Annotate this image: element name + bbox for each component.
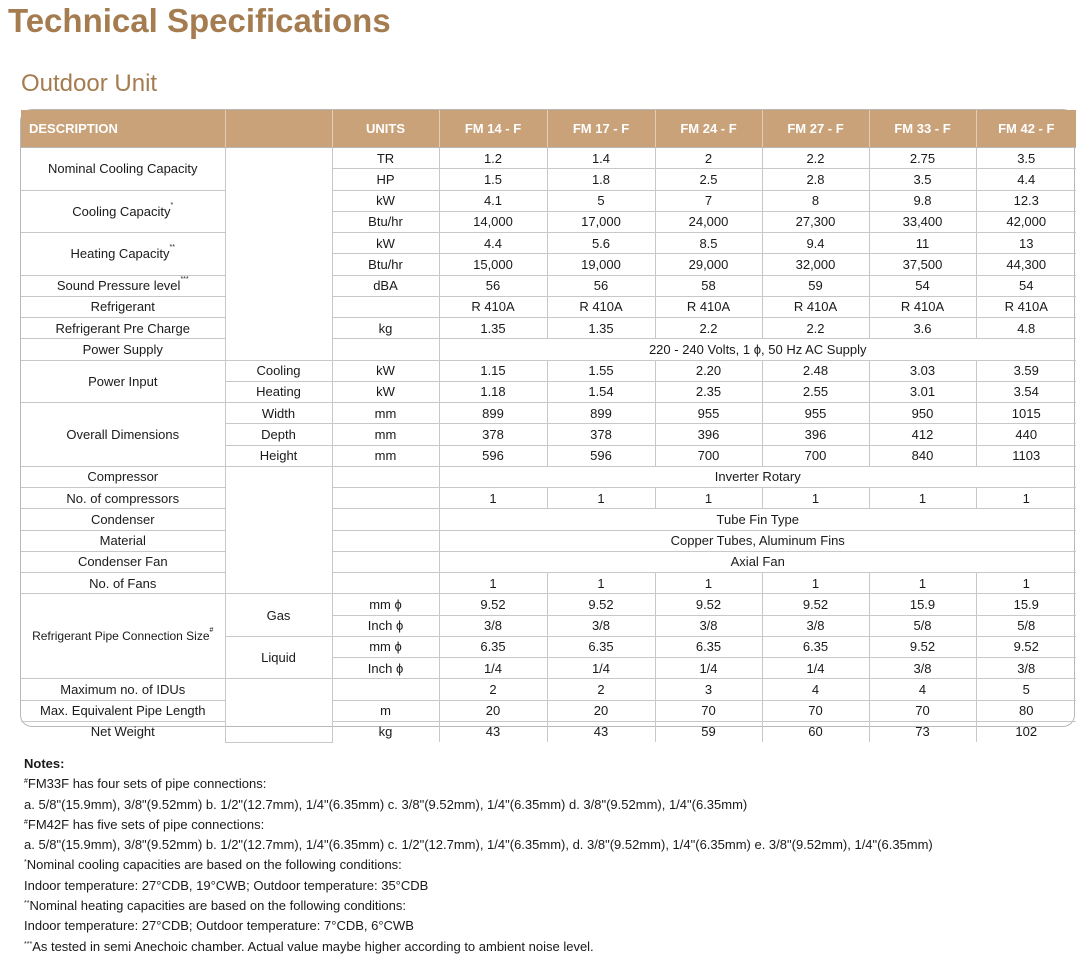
row-description-text: Overall Dimensions	[66, 426, 180, 442]
row-value: 43	[547, 721, 655, 742]
row-value: 5/8	[869, 615, 976, 636]
row-value: 2.35	[655, 381, 762, 402]
table-row	[21, 551, 1076, 572]
note-line	[24, 876, 1074, 896]
row-description	[21, 403, 225, 467]
row-sublabel: Liquid	[225, 636, 332, 679]
row-value: 54	[869, 275, 976, 296]
row-unit	[332, 339, 439, 360]
note-text: FM33F has four sets of pipe connections:	[27, 776, 267, 792]
spec-table-body	[21, 110, 1076, 742]
row-unit	[332, 509, 439, 530]
row-value: 2.20	[655, 360, 762, 381]
header-model: FM 24 - F	[655, 110, 762, 148]
row-description-text: Cooling Capacity	[72, 203, 171, 219]
row-unit	[332, 296, 439, 317]
row-description-text: Material	[99, 533, 146, 549]
table-row	[21, 530, 1076, 551]
table-row	[21, 148, 1076, 169]
row-description	[21, 573, 225, 594]
row-sublabel: Depth	[225, 424, 332, 445]
row-value: 17,000	[547, 211, 655, 232]
row-value: 1.54	[547, 381, 655, 402]
row-value: 9.52	[439, 594, 547, 615]
row-value: 700	[655, 445, 762, 466]
row-value: 4.4	[439, 233, 547, 254]
footnote-mark: #	[209, 627, 214, 635]
footnote-mark: **	[24, 900, 30, 908]
row-value: 9.52	[655, 594, 762, 615]
row-unit: mm ϕ	[332, 636, 439, 657]
row-value: 19,000	[547, 254, 655, 275]
row-description-text: Power Supply	[82, 341, 163, 357]
row-description-text: Net Weight	[90, 724, 155, 740]
row-value: 700	[762, 445, 869, 466]
row-unit	[332, 488, 439, 509]
note-text: As tested in semi Anechoic chamber. Actual value maybe higher according to ambient noise level.	[32, 938, 594, 954]
note-line	[24, 937, 1074, 957]
row-value: 6.35	[439, 636, 547, 657]
row-value: 1103	[976, 445, 1076, 466]
row-value: 1	[655, 573, 762, 594]
row-description-text: Power Input	[88, 373, 158, 389]
row-value: 1.2	[439, 148, 547, 169]
row-value: 4.1	[439, 190, 547, 211]
spec-table-container	[20, 109, 1075, 740]
row-value-merged: Copper Tubes, Aluminum Fins	[439, 530, 1076, 551]
row-description-text: No. of Fans	[89, 575, 157, 591]
row-value: 4	[762, 679, 869, 700]
row-value: 1	[869, 488, 976, 509]
row-description-text: Refrigerant	[90, 299, 155, 315]
row-description-text: Heating Capacity	[70, 246, 170, 262]
header-model: FM 14 - F	[439, 110, 547, 148]
table-row	[21, 700, 1076, 721]
row-value: 3/8	[547, 615, 655, 636]
row-value: 7	[655, 190, 762, 211]
row-value: 1	[547, 488, 655, 509]
row-unit	[332, 679, 439, 700]
table-row	[21, 296, 1076, 317]
row-value: 20	[547, 700, 655, 721]
table-row	[21, 488, 1076, 509]
row-value: 1	[762, 573, 869, 594]
row-description	[21, 466, 225, 487]
row-value: 54	[976, 275, 1076, 296]
spec-table	[21, 110, 1076, 743]
footnote-mark: ***	[24, 940, 33, 948]
row-value: 37,500	[869, 254, 976, 275]
row-value: 1	[547, 573, 655, 594]
row-value: 27,300	[762, 211, 869, 232]
note-text: a. 5/8"(15.9mm), 3/8"(9.52mm) b. 1/2"(12.7mm), 1/4"(6.35mm) c. 3/8"(9.52mm), 1/4"(6.35mm) d. 3/8"(9.52mm), 1/4"(6.35mm)	[24, 796, 748, 812]
row-description-text: Sound Pressure level	[56, 278, 181, 294]
row-description	[21, 594, 225, 679]
row-value: 950	[869, 403, 976, 424]
row-value: 3/8	[762, 615, 869, 636]
row-unit: Inch ϕ	[332, 658, 439, 679]
row-value: 955	[655, 403, 762, 424]
footnote-mark: *	[170, 201, 174, 209]
row-value: 440	[976, 424, 1076, 445]
row-value: 6.35	[655, 636, 762, 657]
note-text: FM42F has five sets of pipe connections:	[27, 816, 265, 832]
row-value: 60	[762, 721, 869, 742]
row-value: 9.8	[869, 190, 976, 211]
footnote-mark: #	[24, 818, 28, 826]
row-value: 1015	[976, 403, 1076, 424]
row-value: 29,000	[655, 254, 762, 275]
row-value: 1.8	[547, 169, 655, 190]
row-sublabel: Gas	[225, 594, 332, 637]
row-value: R 410A	[547, 296, 655, 317]
row-value: 2.8	[762, 169, 869, 190]
header-model: FM 42 - F	[976, 110, 1076, 148]
row-value: 2.55	[762, 381, 869, 402]
row-value: 899	[547, 403, 655, 424]
row-value: 3.54	[976, 381, 1076, 402]
row-description	[21, 509, 225, 530]
table-row	[21, 721, 1076, 742]
row-value: 9.52	[762, 594, 869, 615]
row-value: 80	[976, 700, 1076, 721]
row-value: 1.4	[547, 148, 655, 169]
row-value: 4.8	[976, 318, 1076, 339]
row-value: 70	[655, 700, 762, 721]
row-value: 2	[547, 679, 655, 700]
note-line	[24, 815, 1074, 835]
row-value: 3/8	[976, 658, 1076, 679]
note-text: a. 5/8"(15.9mm), 3/8"(9.52mm) b. 1/2"(12.7mm), 1/4"(6.35mm) c. 1/2"(12.7mm), 1/4"(6.35mm), d. 3/8"(9.52mm), 1/4"(6.35mm) e. 3/8"(9.52mm), 1/4"(6.35mm)	[24, 837, 933, 853]
row-sublabel	[225, 466, 332, 594]
row-description-text: Nominal Cooling Capacity	[47, 161, 198, 177]
row-value: 2	[655, 148, 762, 169]
row-value: 2.5	[655, 169, 762, 190]
row-value: 596	[547, 445, 655, 466]
row-unit: TR	[332, 148, 439, 169]
note-line	[24, 795, 1074, 815]
row-value: 73	[869, 721, 976, 742]
table-header-row	[21, 110, 1076, 148]
row-unit: mm	[332, 424, 439, 445]
table-row	[21, 318, 1076, 339]
row-unit: kW	[332, 360, 439, 381]
row-value: 3/8	[655, 615, 762, 636]
header-model: FM 17 - F	[547, 110, 655, 148]
row-value: 24,000	[655, 211, 762, 232]
row-value: 42,000	[976, 211, 1076, 232]
row-description	[21, 275, 225, 296]
row-value: 20	[439, 700, 547, 721]
row-unit: mm ϕ	[332, 594, 439, 615]
row-value-merged: Inverter Rotary	[439, 466, 1076, 487]
footnote-mark: #	[24, 778, 28, 786]
row-sublabel	[225, 148, 332, 361]
row-value: 2.75	[869, 148, 976, 169]
row-unit: mm	[332, 403, 439, 424]
row-value: 1	[439, 573, 547, 594]
row-value: 3/8	[439, 615, 547, 636]
table-row	[21, 275, 1076, 296]
row-unit: kg	[332, 721, 439, 742]
row-value: 1	[655, 488, 762, 509]
row-unit: m	[332, 700, 439, 721]
row-unit	[332, 466, 439, 487]
row-unit: kW	[332, 233, 439, 254]
note-line	[24, 774, 1074, 794]
table-row	[21, 360, 1076, 381]
table-row	[21, 190, 1076, 211]
row-description-text: Maximum no. of IDUs	[60, 681, 186, 697]
row-value-merged: 220 - 240 Volts, 1 ϕ, 50 Hz AC Supply	[439, 339, 1076, 360]
row-value: 3.59	[976, 360, 1076, 381]
row-value: 9.52	[976, 636, 1076, 657]
row-description-text: Refrigerant Pre Charge	[55, 320, 190, 336]
table-row	[21, 509, 1076, 530]
footnote-mark: ***	[180, 276, 189, 284]
row-description	[21, 190, 225, 233]
page-title: Technical Specifications	[8, 2, 391, 39]
row-value: 396	[762, 424, 869, 445]
table-row	[21, 594, 1076, 615]
row-sublabel: Height	[225, 445, 332, 466]
row-description-text: Condenser Fan	[77, 554, 168, 570]
row-value: 70	[869, 700, 976, 721]
note-line	[24, 835, 1074, 855]
row-value: 2.48	[762, 360, 869, 381]
note-text: Nominal heating capacities are based on the following conditions:	[29, 898, 406, 914]
row-description	[21, 296, 225, 317]
row-value: 378	[439, 424, 547, 445]
row-value: 1.15	[439, 360, 547, 381]
note-text: Nominal cooling capacities are based on the following conditions:	[26, 857, 402, 873]
row-sublabel: Cooling	[225, 360, 332, 381]
row-value: 43	[439, 721, 547, 742]
row-description	[21, 488, 225, 509]
table-row	[21, 403, 1076, 424]
row-unit: Inch ϕ	[332, 615, 439, 636]
row-value: 1.55	[547, 360, 655, 381]
row-value: 899	[439, 403, 547, 424]
row-description	[21, 318, 225, 339]
row-description	[21, 700, 225, 721]
row-value: R 410A	[655, 296, 762, 317]
header-description: DESCRIPTION	[21, 110, 225, 148]
row-value: 2.2	[762, 318, 869, 339]
row-value: 4.4	[976, 169, 1076, 190]
row-value: 1	[869, 573, 976, 594]
header-model: FM 27 - F	[762, 110, 869, 148]
row-value: 3.01	[869, 381, 976, 402]
row-description	[21, 721, 225, 742]
row-unit	[332, 530, 439, 551]
row-value: 1	[439, 488, 547, 509]
row-value: 58	[655, 275, 762, 296]
row-description-text: Compressor	[87, 469, 159, 485]
section-title: Outdoor Unit	[21, 70, 158, 97]
row-value: 102	[1015, 724, 1038, 740]
table-row	[21, 233, 1076, 254]
note-line	[24, 916, 1074, 936]
row-value: 5	[976, 679, 1076, 700]
row-value: 11	[869, 233, 976, 254]
note-text: Indoor temperature: 27°CDB, 19°CWB; Outdoor temperature: 35°CDB	[24, 877, 429, 893]
row-value: 15.9	[976, 594, 1076, 615]
row-value: 3	[655, 679, 762, 700]
row-value: 2.2	[655, 318, 762, 339]
table-row	[21, 339, 1076, 360]
note-line	[24, 855, 1074, 875]
row-value: 56	[439, 275, 547, 296]
row-value: 2.2	[762, 148, 869, 169]
row-value: 412	[869, 424, 976, 445]
row-value-merged: Axial Fan	[439, 551, 1076, 572]
row-value: 70	[762, 700, 869, 721]
footnote-mark: **	[169, 244, 175, 252]
row-description	[21, 530, 225, 551]
row-description	[21, 339, 225, 360]
table-row	[21, 466, 1076, 487]
row-value: 59	[762, 275, 869, 296]
header-model: FM 33 - F	[869, 110, 976, 148]
row-value: 59	[655, 721, 762, 742]
row-description	[21, 148, 225, 191]
row-value: 596	[439, 445, 547, 466]
row-unit: Btu/hr	[332, 254, 439, 275]
header-units: UNITS	[332, 110, 439, 148]
row-description	[21, 233, 225, 276]
row-value: 5	[547, 190, 655, 211]
row-unit: mm	[332, 445, 439, 466]
row-description-text: Condenser	[90, 511, 155, 527]
row-value: 3.5	[976, 148, 1076, 169]
row-value: 2	[439, 679, 547, 700]
row-value: 3.6	[869, 318, 976, 339]
row-unit: dBA	[332, 275, 439, 296]
row-value: 840	[869, 445, 976, 466]
footnote-mark: *	[24, 859, 27, 867]
row-value: 3.5	[869, 169, 976, 190]
row-value: 13	[976, 233, 1076, 254]
row-value: 3.03	[869, 360, 976, 381]
row-value: 12.3	[976, 190, 1076, 211]
row-unit: Btu/hr	[332, 211, 439, 232]
row-value-merged: Tube Fin Type	[439, 509, 1076, 530]
row-unit	[332, 551, 439, 572]
row-sublabel	[225, 679, 332, 742]
row-value: 9.52	[869, 636, 976, 657]
row-value: 1/4	[655, 658, 762, 679]
row-description-text: No. of compressors	[66, 490, 180, 506]
row-value: 14,000	[439, 211, 547, 232]
row-description	[21, 551, 225, 572]
row-unit: kW	[332, 381, 439, 402]
row-value: 56	[547, 275, 655, 296]
row-value: 1/4	[439, 658, 547, 679]
row-description-text: Max. Equivalent Pipe Length	[40, 703, 206, 719]
row-value: R 410A	[762, 296, 869, 317]
row-value: 5.6	[547, 233, 655, 254]
row-description	[21, 679, 225, 700]
row-value: 1.35	[547, 318, 655, 339]
row-description-text: Refrigerant Pipe Connection Size	[32, 629, 210, 644]
row-value: 15,000	[439, 254, 547, 275]
row-value: 1	[762, 488, 869, 509]
row-unit	[332, 573, 439, 594]
row-value: 15.9	[869, 594, 976, 615]
row-value: R 410A	[439, 296, 547, 317]
row-value: 4	[869, 679, 976, 700]
row-value: 1.35	[439, 318, 547, 339]
row-value: 955	[762, 403, 869, 424]
row-unit: kg	[332, 318, 439, 339]
note-line	[24, 896, 1074, 916]
row-value: 44,300	[976, 254, 1076, 275]
row-value: 378	[547, 424, 655, 445]
row-value: 6.35	[762, 636, 869, 657]
row-value: 6.35	[547, 636, 655, 657]
row-value: 1/4	[547, 658, 655, 679]
row-value: 8.5	[655, 233, 762, 254]
row-value: 33,400	[869, 211, 976, 232]
row-unit: kW	[332, 190, 439, 211]
row-description	[21, 360, 225, 403]
row-value: 1.5	[439, 169, 547, 190]
row-value: 9.52	[547, 594, 655, 615]
table-row	[21, 679, 1076, 700]
row-value: 32,000	[762, 254, 869, 275]
row-sublabel: Width	[225, 403, 332, 424]
row-value: 396	[655, 424, 762, 445]
row-value: R 410A	[869, 296, 976, 317]
row-value: R 410A	[976, 296, 1076, 317]
notes-section	[24, 754, 1074, 957]
row-unit: HP	[332, 169, 439, 190]
row-value: 1	[976, 488, 1076, 509]
table-row	[21, 573, 1076, 594]
row-value: 1.18	[439, 381, 547, 402]
row-value: 1	[976, 573, 1076, 594]
row-value: 3/8	[869, 658, 976, 679]
row-value: 9.4	[762, 233, 869, 254]
row-value: 1/4	[762, 658, 869, 679]
header-blank	[225, 110, 332, 148]
notes-heading: Notes:	[24, 756, 65, 771]
row-value: 5/8	[976, 615, 1076, 636]
row-value: 8	[762, 190, 869, 211]
note-text: Indoor temperature: 27°CDB; Outdoor temperature: 7°CDB, 6°CWB	[24, 918, 414, 934]
row-sublabel: Heating	[225, 381, 332, 402]
